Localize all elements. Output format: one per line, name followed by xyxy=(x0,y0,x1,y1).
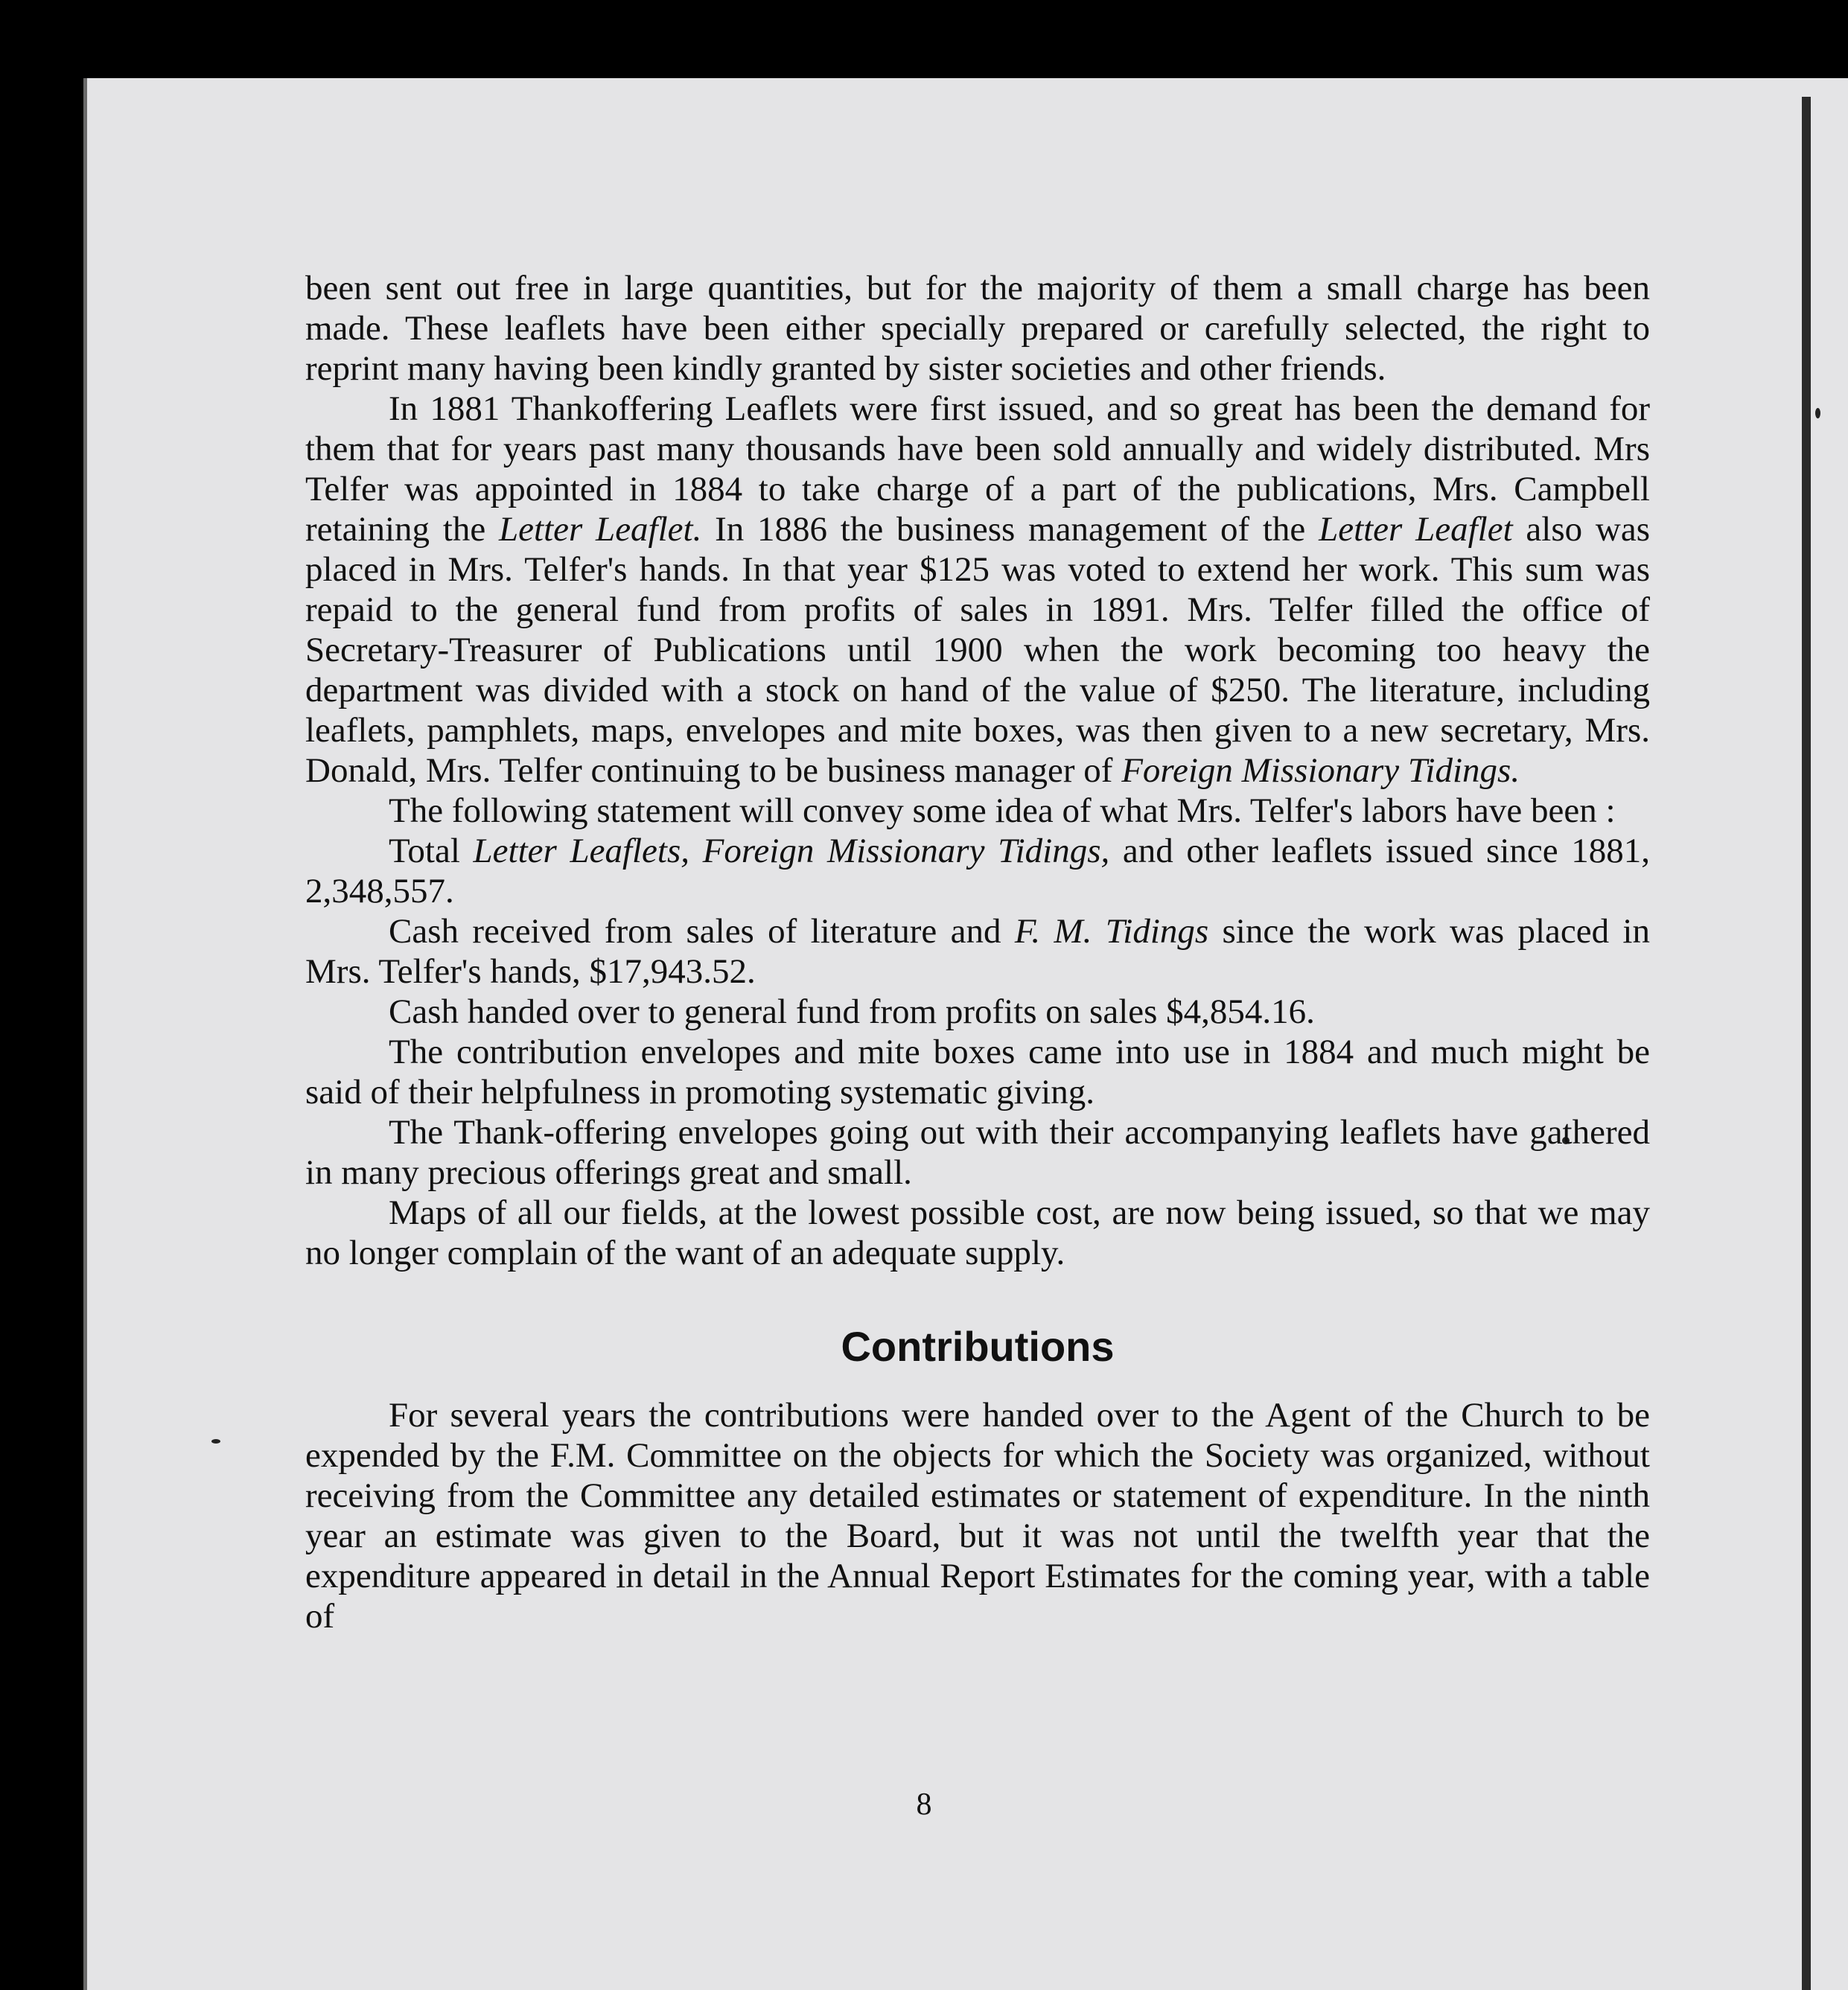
paragraph-group-top xyxy=(305,268,1650,1273)
text-run: The contribution envelopes and mite boxes came into use in 1884 and much might be said of their helpfulness in promoting systematic giving. xyxy=(305,1033,1650,1112)
paragraph-p-statement xyxy=(305,791,1650,831)
body-text xyxy=(305,268,1650,1636)
text-run: In 1886 the business management of the xyxy=(701,510,1319,549)
page-edge-shadow xyxy=(1802,97,1811,1990)
italic-text: Letter Leaflet xyxy=(1319,510,1513,549)
paragraph-p-thankoffering xyxy=(305,389,1650,791)
paragraph-p-contributions xyxy=(305,1395,1650,1636)
scan-speck xyxy=(1815,408,1820,418)
paragraph-p-maps xyxy=(305,1193,1650,1273)
text-run: also was placed in Mrs. Telfer's hands. In that year $125 was voted to extend her work. This sum was repaid to the general fund from profits of sales in 1891. Mrs. Telfer filled the office of Secretary-Treasurer of Publications until 1900 when the work becoming too heavy the department was divided with a stock on hand of the value of $250. The literature, including leaflets, pamphlets, maps, envelopes and mite boxes, was then given to a new secretary, Mrs. Donald, Mrs. Telfer continuing to be business manager of xyxy=(305,510,1650,790)
scan-speck xyxy=(211,1439,220,1444)
italic-text: F. M. Tidings xyxy=(1014,912,1209,951)
text-run: For several years the contributions were handed over to the Agent of the Church to be expended by the F.M. Committee on the objects for which the Society was organized, without receiving from the Committee any detailed estimates or statement of expenditure. In the ninth year an estimate was given to the Board, but it was not until the twelfth year that the expenditure appeared in detail in the Annual Report Estimates for the coming year, with a table of xyxy=(305,1396,1650,1636)
italic-text: Letter Leaflets, Foreign Missionary Tidings, xyxy=(473,832,1110,870)
page-number: 8 xyxy=(916,1788,932,1822)
adjacent-page-strip xyxy=(1811,78,1848,1990)
paragraph-group-bottom xyxy=(305,1395,1650,1636)
text-run: and other leaflets issued since 1881, 2,348,557. xyxy=(305,832,1650,911)
section-heading: Contributions xyxy=(841,1323,1115,1370)
italic-text: Letter Leaflet. xyxy=(499,510,702,549)
text-run: Cash received from sales of literature and xyxy=(389,912,1015,951)
text-run: Cash handed over to general fund from profits on sales $4,854.16. xyxy=(389,992,1315,1031)
text-run: since the work was placed in Mrs. Telfer's hands, $17,943.52. xyxy=(305,912,1650,991)
paragraph-p-cash-handed xyxy=(305,992,1650,1032)
italic-text: Foreign Missionary Tidings. xyxy=(1121,751,1520,790)
paragraph-p-leaflets-continued xyxy=(305,268,1650,389)
text-run: Total xyxy=(389,832,474,870)
paragraph-p-cash-received xyxy=(305,911,1650,992)
paragraph-p-total xyxy=(305,831,1650,911)
paragraph-p-thank-offering-envelopes xyxy=(305,1112,1650,1193)
text-run: In 1881 Thankoffering Leaflets were first issued, and so great has been the demand for them that for years past many thousands have been sold annually and widely distributed. Mrs Telfer was appointed in 1884 to take charge of a part of the publications, Mrs. Campbell retaining the xyxy=(305,389,1650,549)
paragraph-p-envelopes xyxy=(305,1032,1650,1112)
text-run: The following statement will convey some idea of what Mrs. Telfer's labors have been : xyxy=(389,791,1616,830)
text-run: Maps of all our fields, at the lowest possible cost, are now being issued, so that we may no longer complain of the want of an adequate supply. xyxy=(305,1193,1650,1272)
text-run: been sent out free in large quantities, but for the majority of them a small charge has been made. These leaflets have been either specially prepared or carefully selected, the right to reprint many having been kindly granted by sister societies and other friends. xyxy=(305,269,1650,388)
text-run: The Thank-offering envelopes going out with their accompanying leaflets have gathered in many precious offerings great and small. xyxy=(305,1113,1650,1192)
